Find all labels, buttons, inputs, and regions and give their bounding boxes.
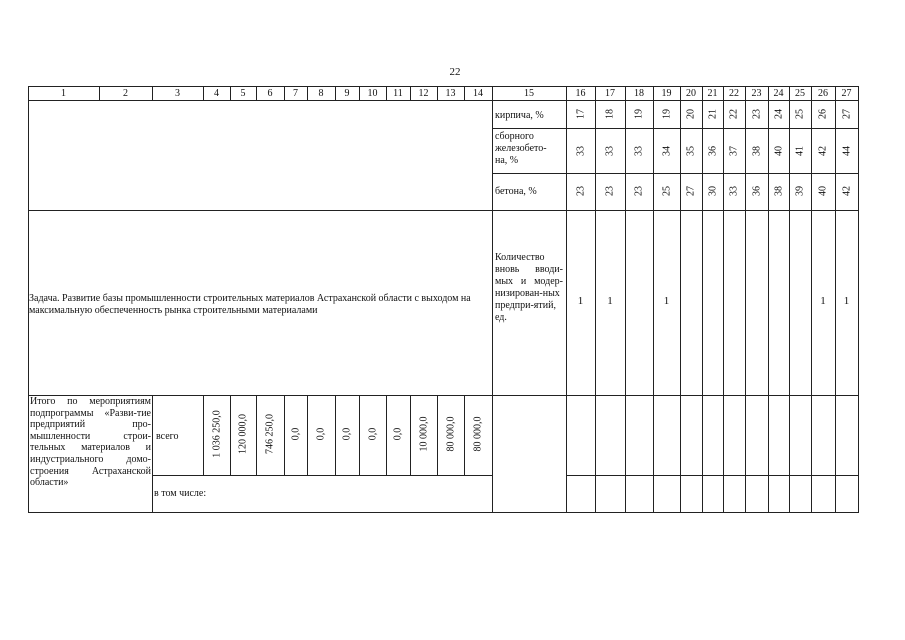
indicator-value: 30 <box>707 186 718 196</box>
indicator-value: 18 <box>604 109 616 119</box>
column-header-12: 12 <box>418 88 429 99</box>
indicator-value: 40 <box>817 186 829 196</box>
indicator-value: 26 <box>817 109 829 119</box>
total-col-divider <box>152 395 153 513</box>
value-col-divider <box>702 100 703 513</box>
amount-col-divider <box>203 395 204 476</box>
indicator-value: 25 <box>661 186 672 196</box>
total-amount: 746 250,0 <box>264 414 276 454</box>
column-header-26: 26 <box>818 88 828 99</box>
total-amount: 0,0 <box>290 427 301 441</box>
indicator-value: 37 <box>728 146 740 156</box>
indicator-value: 36 <box>751 186 762 196</box>
indicator-value: 27 <box>685 186 697 196</box>
indicator-value: 34 <box>661 146 672 156</box>
amount-col-divider <box>230 395 231 476</box>
indicator-value: 33 <box>728 186 740 196</box>
task-value: 1 <box>820 295 826 307</box>
column-header-20: 20 <box>686 88 696 99</box>
indicator-value: 36 <box>707 146 718 156</box>
column-header-13: 13 <box>445 88 456 99</box>
column-header-17: 17 <box>605 88 615 99</box>
total-amount: 0,0 <box>315 427 327 441</box>
total-amount: 10 000,0 <box>418 416 429 452</box>
indicator-value: 21 <box>707 109 718 119</box>
indicator-value: 17 <box>575 109 586 119</box>
indicator-value: 41 <box>794 146 806 156</box>
task-value: 1 <box>663 295 670 307</box>
row-line <box>492 173 859 174</box>
value-col-divider <box>595 100 596 513</box>
column-header-27: 27 <box>841 88 852 99</box>
amount-col-divider <box>437 395 438 476</box>
column-header-22: 22 <box>729 88 739 99</box>
total-label: Итого по мероприятиям подпрограммы «Разви-тие предприятий про-мышленности строи-тельных материалов и индустриального домо-строения Астраханской области» <box>30 396 151 489</box>
indicator-value: 33 <box>633 146 645 156</box>
column-header-21: 21 <box>707 88 718 99</box>
indicator-value: 39 <box>794 186 806 196</box>
amount-col-divider <box>256 395 257 476</box>
indicator-value: 42 <box>841 186 852 196</box>
amount-col-divider <box>335 395 336 476</box>
amount-col-divider <box>464 395 465 476</box>
amount-col-divider <box>410 395 411 476</box>
total-amount: 120 000,0 <box>237 414 249 454</box>
indicator-value: 23 <box>751 109 762 119</box>
indicator-label-concrete-precast: сборного железобето-на, % <box>495 131 547 166</box>
indicator-value: 23 <box>575 186 586 196</box>
column-header-10: 10 <box>367 88 378 99</box>
task-value: 1 <box>577 295 584 307</box>
column-header-1: 1 <box>61 88 66 99</box>
column-header-6: 6 <box>267 88 273 99</box>
value-col-divider <box>789 100 790 513</box>
amount-col-divider <box>386 395 387 476</box>
task-description: Задача. Развитие базы промышленности строительных материалов Астраханской области с выходом на максимальную обеспеченность рынка строительными материалами <box>29 293 471 316</box>
indicator-value: 25 <box>794 109 806 119</box>
indicator-value: 24 <box>773 109 784 119</box>
indicator-value: 35 <box>685 146 697 156</box>
task-value: 1 <box>843 295 850 307</box>
column-header-2: 2 <box>123 88 128 99</box>
total-amount: 80 000,0 <box>472 416 484 452</box>
row-line <box>28 210 859 211</box>
amount-col-divider <box>284 395 285 476</box>
column-header-9: 9 <box>344 88 350 99</box>
column-header-4: 4 <box>214 88 219 99</box>
column-header-7: 7 <box>293 88 298 99</box>
indicator-value: 20 <box>685 109 697 119</box>
indicator-value: 27 <box>841 109 852 119</box>
value-col-divider <box>653 100 654 513</box>
total-amount: 0,0 <box>367 427 378 441</box>
column-header-11: 11 <box>393 88 403 99</box>
row-line <box>492 128 859 129</box>
value-col-divider <box>811 100 812 513</box>
amount-col-divider <box>307 395 308 476</box>
column-header-19: 19 <box>661 88 672 99</box>
indicator-value: 40 <box>773 146 784 156</box>
column-header-24: 24 <box>773 88 784 99</box>
total-amount: 0,0 <box>341 427 353 441</box>
table-right-border <box>858 86 859 513</box>
indicator-value: 19 <box>661 109 672 119</box>
task-indicator-label: Количество вновь вводи-мых и модер-низирован-ных предпри-ятий, ед. <box>495 252 563 323</box>
task-value: 1 <box>607 295 613 307</box>
indicator-value: 44 <box>841 146 852 156</box>
value-col-divider <box>680 100 681 513</box>
column-header-18: 18 <box>634 88 644 99</box>
total-vsego-label: всего <box>156 431 179 442</box>
total-amount: 1 036 250,0 <box>211 410 222 458</box>
indicator-value: 23 <box>633 186 645 196</box>
page-number: 22 <box>449 66 461 78</box>
col15-divider <box>492 100 493 513</box>
column-header-16: 16 <box>575 88 586 99</box>
indicator-value: 42 <box>817 146 829 156</box>
total-amount: 80 000,0 <box>445 416 456 452</box>
value-col-divider <box>566 100 567 513</box>
value-col-divider <box>723 100 724 513</box>
indicator-value: 23 <box>604 186 616 196</box>
value-col-divider <box>745 100 746 513</box>
column-header-3: 3 <box>175 88 180 99</box>
total-breakdown-label: в том числе: <box>154 488 207 499</box>
column-header-5: 5 <box>240 88 246 99</box>
indicator-value: 33 <box>575 146 586 156</box>
indicator-value: 38 <box>773 186 784 196</box>
indicator-value: 19 <box>633 109 645 119</box>
amount-col-divider <box>359 395 360 476</box>
value-col-divider <box>768 100 769 513</box>
column-header-8: 8 <box>318 88 324 99</box>
column-header-25: 25 <box>795 88 805 99</box>
indicator-label-concrete: бетона, % <box>495 186 537 197</box>
value-col-divider <box>835 100 836 513</box>
value-col-divider <box>625 100 626 513</box>
total-amount: 0,0 <box>392 427 404 441</box>
indicator-value: 38 <box>751 146 762 156</box>
column-header-15: 15 <box>524 88 534 99</box>
column-header-14: 14 <box>473 88 483 99</box>
indicator-label-brick: кирпича, % <box>495 110 544 121</box>
column-header-23: 23 <box>751 88 762 99</box>
indicator-value: 22 <box>728 109 740 119</box>
indicator-value: 33 <box>604 146 616 156</box>
row-line <box>566 475 859 476</box>
